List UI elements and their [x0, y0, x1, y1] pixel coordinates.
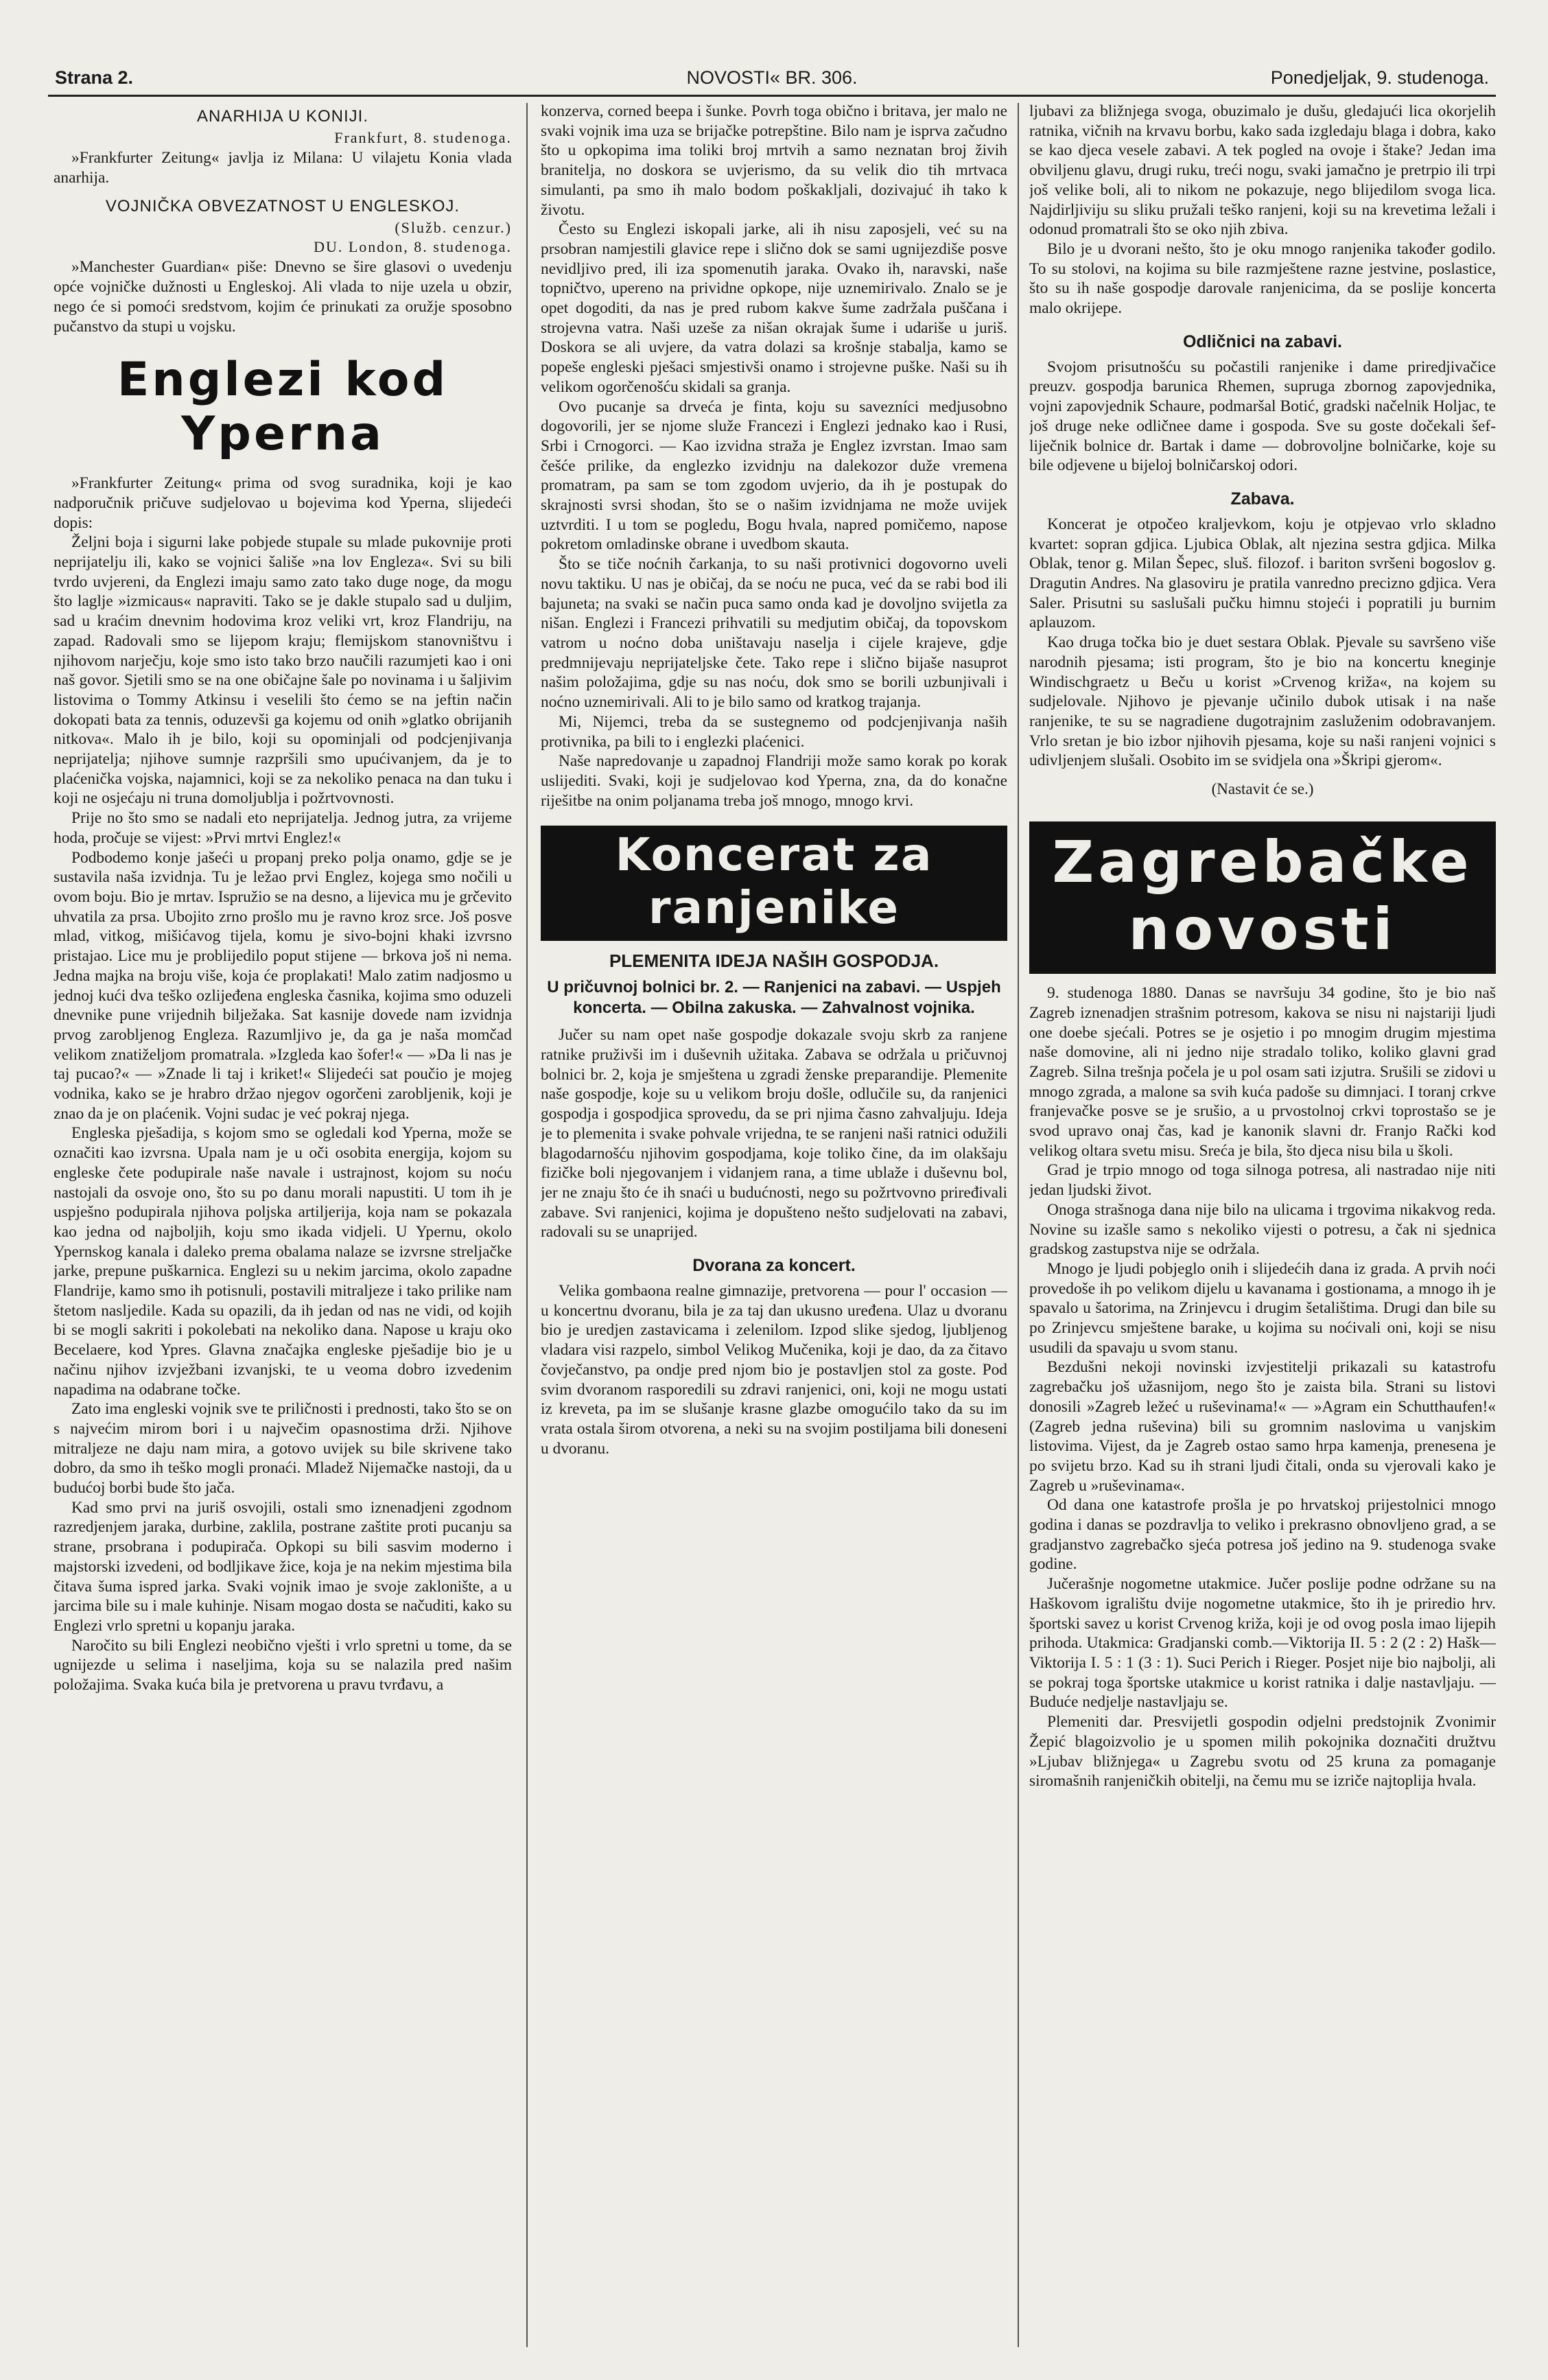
- paragraph: Bezdušni nekoji novinski izvjestitelji prikazali su katastrofu zagrebačku još užasnijom, nego što je zaista bila. Strani su listovi donosili »Zagreb ležeć u ruševinama!« — »Agram ein Schutthaufen!« (Zagreb jedna ruševina) bili su gromnim naslovima u vanjskim listovima. Vijest, da je Zagreb ostao samo hrpa kamenja, prenesena je po svijetu brzo. Kad su ih strani ljudi čitali, onda su vjerovali kako je Zagreb u »ruševinama«.: [1029, 1358, 1496, 1495]
- paragraph: konzerva, corned beepa i šunke. Povrh toga obično i britava, jer malo ne svaki vojnik ima uza se brijačke potrepštine. Bilo nam je isprva začudno što u opkopima ima toliki broj mrtvih a samo neznatan broj živih branitelja, no doskora se uvjerismo, da su velik dio tih mrtvaca simulanti, pa smo ih malo bodom poškakljali, dozivajuć ih tako k životu.: [541, 102, 1007, 219]
- paragraph: Grad je trpio mnogo od toga silnoga potresa, ali nastradao nije niti jedan ljudski život.: [1029, 1161, 1496, 1200]
- source-note: (Služb. cenzur.): [395, 219, 512, 237]
- headline-zagrebacke: Zagrebačke novosti: [1029, 821, 1496, 974]
- masthead: [48, 63, 1496, 97]
- section-heading: Dvorana za koncert.: [692, 1256, 856, 1276]
- column-divider: [1018, 103, 1019, 2347]
- paragraph: Mnogo je ljudi pobjeglo onih i slijedećih dana iz grada. A prvih noći provedoše ih po velikom dijelu u kavanama i gostionama, a mnogo ih je spavalo u šatorima, na Zrinjevcu i drugim šetalištima. Drugi dan bile su po Zrinjevcu smještene barake, u kojima su noćivali oni, koji se nisu usudili da spavaju u svom stanu.: [1029, 1259, 1496, 1357]
- paragraph: Prije no što smo se nadali eto neprijatelja. Jednog jutra, za vrijeme hoda, pročuje se vijest: »Prvi mrtvi Englez!«: [54, 809, 512, 847]
- deck: U pričuvnoj bolnici br. 2. — Ranjenici na zabavi. — Uspjeh koncerta. — Obilna zakuska. — Zahvalnost vojnika.: [547, 978, 1001, 1018]
- paragraph: Onoga strašnoga dana nije bilo na ulicama i trgovima nikakvog reda. Novine su izašle samo s nekoliko vijesti o potresu, a čak ni sjednica gradskog zastupstva nije se održala.: [1029, 1200, 1496, 1259]
- page-number: Strana 2.: [55, 67, 134, 88]
- paragraph: Često su Englezi iskopali jarke, ali ih nisu zaposjeli, već su na prsobran namjestili glavice repe i slično dok se sami ugnijezdiše posve nevidljivo pred, ili iza spomenutih jaraka. Ovako ih, naravski, naše topničtvo, upereno na prividne opkope, nije uznemirivalo. Znalo se je opet dogoditi, da nas je pred rubom kakve šume zadržala puščana i strojevna vatra. Naši uzeše za nišan okrajak šume i udariše u juriš. Doskora se ali uvjere, da vatra dolazi sa krošnje stabalja, kamo se popeše engleski pješaci smjestivši onamo i strojevne puške. Naši su ih velikom ogorčenošću skidali sa granja.: [541, 220, 1007, 396]
- paragraph: Bilo je u dvorani nešto, što je oku mnogo ranjenika također godilo. To su stolovi, na kojima su bile razmještene razne jestvine, poslastice, što su ih naše gospodje darovale ranjenicima, da se poslije koncerta malo okrijepe.: [1029, 240, 1496, 318]
- paragraph: Kad smo prvi na juriš osvojili, ostali smo iznenadjeni zgodnom razredjenjem jaraka, durbine, zaklila, postrane zaštite proti pucanju sa strane, prsobrana i podupirača. Opkopi su bili sasvim moderno i majstorski izvedeni, od bodljikave žice, koja je na nekim mjestima bila čitava šuma ispred jarka. Svaki vojnik imao je svoje zaklonište, a u jarcima bile su i male kuhinje. Nisam mogao dosta se načuditi, kako su Englezi vrlo spretni u kopanju jaraka.: [54, 1498, 512, 1635]
- article-heading: ANARHIJA U KONIJI.: [196, 107, 369, 126]
- paragraph: Podbodemo konje jašeći u propanj preko polja onamo, gdje se je sustavila naša izvidnja. Tu je ležao prvi Englez, kojega smo nočili u ovom boju. Bio je mrtav. Ispružio se na desno, a lijevica mu je grčevito uhvatila za prsa. Ubojito zrno prošlo mu je ravno kroz srce. Još posve mlad, vitkog, mišićavog tijela, komu je sivo-bojni khaki izvrsno pristajao. Lice mu je problijedilo poput stijene — brkova još ni nema. Jedna majka na broju više, koja će proplakati! Malo zatim nadjosmo u jednoj kući dva teško ozlijeđena engleska časnika, kojima smo oduzeli dnevnike pune vrijednih bilježaka. Sat kasnije dovede nam izvidnja prvog zarobljenog Engleza. Razumljivo je, da ga je naša momčad velikom znatiželjom promatrala. »Izgleda kao šofer!« — »Da li nas je taj pucao?« — »Znade li taj i kriket!« Slijedeći sat poučio je mojeg vodnika, kako se je hrabro držao njegov ogorčeni zarobljenik, koji je znao da je on plaćenik. Vojni sudac je već pokraj njega.: [54, 848, 512, 1123]
- article-heading: VOJNIČKA OBVEZATNOST U ENGLESKOJ.: [105, 197, 460, 216]
- dateline: Frankfurt, 8. studenoga.: [334, 129, 512, 146]
- column-3: [1029, 102, 1496, 2359]
- subheading: PLEMENITA IDEJA NAŠIH GOSPODJA.: [609, 950, 939, 972]
- paragraph: Jučerašnje nogometne utakmice. Jučer poslije podne održane su na Haškovom igralištu dvije nogometne utakmice, što ih je priredio hrv. športski savez u korist Crvenog križa, koji je od ovog posla imao lijepih prihoda. Utakmica: Gradjanski comb.—Viktorija II. 5 : 2 (2 : 2) Hašk—Viktorija I. 5 : 1 (3 : 1). Suci Perich i Rieger. Posjet nije bio najbolji, ali se pokraj toga športske utakmice u korist ratnika i dalje nastavljaju. — Buduće nedjelje nastavljaju se.: [1029, 1575, 1496, 1712]
- paragraph: Ovo pucanje sa drveća je finta, koju su savezníci medjusobno dogovorili, jer se njome služe Francezi i Englezi jednako kao i Rusi, Srbi i Crnogorci. — Kao izvidna straža je Englez izvrstan. Imao sam češće prilike, da englezko izvidnju na dalekozor duže vremena promatram, pa sam se tom zgodom uvjerio, da ih je postupak do skrajnosti svrsi shodan, što se o našim izvidnjama ne može uvijek uztvrditi. I u tom se pogledu, Bogu hvala, napred pomičemo, napose pokretom omladinske obrane i uvedbom skauta.: [541, 397, 1007, 554]
- column-divider: [526, 103, 528, 2347]
- section-heading: Odličnici na zabavi.: [1182, 331, 1343, 351]
- headline-englezi: Englezi kod Yperna: [117, 353, 449, 462]
- paragraph: Mi, Nijemci, treba da se sustegnemo od podcjenjivanja naših protivnika, pa bili to i englezki plaćenici.: [541, 712, 1007, 751]
- column-1: [54, 102, 512, 2359]
- paragraph: Engleska pješadija, s kojom smo se ogledali kod Yperna, može se označiti kao izvrsna. Upala nam je u oči osobita energija, kojom su engleske čete podupirale naše navale i ustrajnost, kojom su noću nastojali da osvoje ono, što su po danu morali napustiti. U tom ih je uspješno podupirala njihova poljska artiljerija, koja nam se pokazala kao jedna od najboljih, koju smo ikada vidjeli. U Ypernu, okolo Ypernskog kanala i daleko prema obalama nalaze se izvrsne streljačke jarke, prepune puškarnica. Englezi su u nekim jarcima, okolo zapadne Flandrije, kamo smo ih potisnuli, postavili mitraljeze i tako prilike nam štetom nasljedile. Kada su opazili, da ih jedan od nas ne vidi, od kojih bi se mogli sakriti i pokolebati na nekoliko dana. Napose u kraju oko Becelaere, kod Ypres. Glavna značajka engleske pješadije bio je u načinu njihov izvježbani izvanjski, te u veoma dobro izvedenim napadima na odabrane točke.: [54, 1124, 512, 1399]
- paragraph: Plemeniti dar. Presvijetli gospodin odjelni predstojnik Zvonimir Žepić blagoizvolio je u spomen milih pokojnika doznačiti družtvu »Ljubav bližnjega« u Zagrebu svotu od 25 kruna za pomaganje siromašnih ranjeničkih obitelji, na čemu mu se izriče najtoplija hvala.: [1029, 1713, 1496, 1790]
- paragraph: Jučer su nam opet naše gospodje dokazale svoju skrb za ranjene ratnike pruživši im i duševnih užitaka. Zabava se održala u pričuvnoj bolnici br. 2, koja je smještena u zgradi ženske preparandije. Plemenite naše gospodje, koje su u velikom broju došle, odlučile su, da ranjenici gospodja i gospodjica sprovedu, da se pri njima časno zahvaljuju. Ideja je to plemenita i svake pohvale vrijedna, te se ranjeni naši ratnici odužili blagodarnošću njihovim gospodjama, koje toliko čine, da im olakšaju fizičke boli njegovanjem i vidanjem rana, a time ublaže i duševnu bol, jer ne znaju što će ih snaći u budućnosti, nego su požrtvovno priređivali zabave. Svi ranjenici, kojima je dopušteno nešto sudjelovati na zabavi, radovali su se unaprijed.: [541, 1026, 1007, 1241]
- paragraph: Velika gombaona realne gimnazije, pretvorena — pour l' occasion — u koncertnu dvoranu, bila je za taj dan ukusno uređena. Ulaz u dvoranu bio je uredjen zastavicama i zelenilom. Izpod slike sjedog, ljubljenog vladara visi razpelo, simbol Velikog Mučenika, koji je dao, da za čitavo čovječanstvo, pa ondje pred njom bio je postavljen stol za goste. Pod svim dvoranom rasporedili su zdravi ranjenici, oni, koji ne mogu ustati iz kreveta, pa im se slušanje krasne glazbe omogućilo tako da su im vrata ostala širom otvorena, a neki su na svojim postiljama bili doneseni u dvoranu.: [541, 1282, 1007, 1458]
- paragraph: »Frankfurter Zeitung« prima od svog suradnika, koji je kao nadporučnik pričuve sudjelovao u bojevima kod Yperna, slijedeći dopis:: [54, 474, 512, 532]
- paragraph: Naše napredovanje u zapadnoj Flandriji može samo korak po korak uslijediti. Svaki, koji je sudjelovao kod Yperna, zna, da do konačne riješitbe na onim poljanama treba još mnogo, mnogo krvi.: [541, 752, 1007, 810]
- paragraph: Od dana one katastrofe prošla je po hrvatskoj prijestolnici mnogo godina i danas se pozdravlja to veliko i prekrasno obnovljeno grad, a se gradjanstvo zagrebačko sjeća potresa još jedino na 9. studenoga svake godine.: [1029, 1496, 1496, 1574]
- issue-date: Ponedjeljak, 9. studenoga.: [1270, 67, 1489, 88]
- column-2: [541, 102, 1007, 2359]
- dateline: DU. London, 8. studenoga.: [314, 238, 512, 256]
- paragraph: Što se tiče noćnih čarkanja, to su naši protivnici dogovorno uveli novu taktiku. U nas je običaj, da se noću ne puca, već da se rabi bod ili bajuneta; na svaki se način puca samo onda kad je dovoljno svijetla za nišan. Englezi i Francezi prihvatili su medjutim običaj, da topovskom vatrom u noćno doba uništavaju naselja i cijele krajeve, gdje predmnijevaju neprijateljske čete. Tako repe i slično bijaše nasuprot našim položajima, gdje su nas noću, dok smo se borili uzbunjivali i noćno uznemirivali. Ali to je bilo samo od kratkog trajanja.: [541, 555, 1007, 712]
- paragraph: Svojom prisutnošću su počastili ranjenike i dame priredjivačice preuzv. gospodja barunica Rhemen, supruga zbornog zapovjednika, vojni zapovjednik Schaure, podmaršal Botić, gradski načelnik Holjac, te još druge neke odličnee dame i gospoda. Sve su goste dočekali šef-liječnik bolnice dr. Bartak i dame — dobrovoljne bolničarke, koje su bile odjevene u bijeloj bolničarskoj odori.: [1029, 358, 1496, 475]
- paragraph: Kao druga točka bio je duet sestara Oblak. Pjevale su savršeno više narodnih pjesama; isti program, što je bio na koncertu kneginje Windischgraetz u Beču u korist »Crvenog križa«, na kojem su sudjelovale. Njihovo je pjevanje učinilo dubok utisak i na naše ranjenike, te su se nagradiene dugotrajnim zasluženim odobravanjem. Vrlo sretan je bio izbor njihovih pjesama, koje su naši ranjeni vojnici s udivljenjem slušali. Osobito im se svidjela ona »Škripi gjerom«.: [1029, 633, 1496, 770]
- paragraph: Zato ima engleski vojnik sve te priličnosti i prednosti, tako što se on s najvećim mirom bori i u največim opasnostima drži. Njihove mitraljeze ne daju nam mira, a gotovo uvijek su bile skrivene tako dobro, da smo ih teško mogli pronaći. Mladež Nijemačke nastoji, da u budućoj borbi bude što jača.: [54, 1400, 512, 1497]
- paragraph: ljubavi za bližnjega svoga, obuzimalo je dušu, gledajući lica okorjelih ratnika, vičnih na krvavu borbu, kako sada izgledaju blaga i dobra, kako se kao djeca vesele zabavi. A tek pogled na ovoje i štake? Jedan ima obviljenu glavu, drugi ruku, treći nogu, svaki jamačno je pretrpio ili trpi još velike boli, ali to nikom ne pokazuje, nego blijedilom svoga lica. Najdirljiviju su sliku pružali teško ranjeni, koji su na krevetima ležali i odonud promatrali što se oko njih zbiva.: [1029, 102, 1496, 239]
- paragraph: Željni boja i sigurni lake pobjede stupale su mlade pukovnije proti neprijatelju ili, kako se vojnici šališe »na lov Engleza«. Svi su bili tvrdo uvjereni, da Englezi imaju samo zato tako duge noge, da mogu što laglje »izmicaus« napraviti. Tako se je dakle stupalo sad u duljim, sad u kraćim dnevnim hodovima kroz veliki vrt, kroz Flandriju, na zapad. Radovali smo se lijepom kraju; flemijskom stanovništvu i njihovom narječju, koje smo isto tako brzo naučili razumjeti kao i oni naš govor. Sjetili smo se na one običajne šale po novinama i u šaljivim listovima o Tommy Atkinsu i veselili što ćemo se na jeftin način dokopati bata za tennis, oduzevši ga kojemu od onih »glatko obrijanih nitkova«. Malo ih je bilo, koji su opominjali od podcjenjivanja neprijatelja; njihove sumnje razpršili smo upućivanjem, da je to plaćenička vojska, najamnici, koji se za nekoliko penaca na dan tuku i koji ne osjećaju ni truna domoljublja i požrtvovnosti.: [54, 533, 512, 808]
- paragraph: Koncerat je otpočeo kraljevkom, koju je otpjevao vrlo skladno kvartet: sopran gdjica. Ljubica Oblak, alt njezina sestra gdjica. Milka Oblak, tenor g. Milan Šepec, sluš. filozof. i bariton svršeni bogoslov g. Dragutin Andres. Na glasoviru je pratila vanredno precizno gdjica. Vera Saler. Prisutni su saslušali pučku himnu stojeći i popratili ju burnim aplauzom.: [1029, 515, 1496, 632]
- paragraph: »Manchester Guardian« piše: Dnevno se šire glasovi o uvedenju opće vojničke dužnosti u Engleskoj. Ali vlada to nije uzela u obzir, nego će si pomoći sredstvom, kojim će prinukati za oružje sposobno pučanstvo da stupi u vojsku.: [54, 258, 512, 336]
- paragraph: 9. studenoga 1880. Danas se navršuju 34 godine, što je bio naš Zagreb iznenadjen strašnim potresom, kakova se nisu ni najstariji ljudi one doebe sjećali. Potres se je osjetio i po mnogim drugim mjestima naše domovine, ali ni jedno nije stradalo toliko, koliko glavni grad Zagreb. Silna trešnja počela je u pol osam sati izjutra. Srušili se zidovi u mnogo zgrada, a malone sa svih kuća padoše su dimnjaci. I toranj crkve franjevačke posve se je srušio, a u prvostolnoj crkvi toprostašo se je svod upravo onaj čas, kad je kanonik slavni dr. Franjo Rački kod velikog oltara svetu misu. Sreća je bila, što djeca nisu bila u školi.: [1029, 984, 1496, 1160]
- continued-note: (Nastavit će se.): [1211, 780, 1314, 798]
- paper-title: NOVOSTI« BR. 306.: [686, 67, 858, 88]
- paragraph: »Frankfurter Zeitung« javlja iz Milana: U vilajetu Konia vlada anarhija.: [54, 149, 512, 187]
- section-heading: Zabava.: [1230, 489, 1295, 509]
- paragraph: Naročito su bili Englezi neobično vješti i vrlo spretni u tome, da se ugnijezde u selima i naseljima, koja su se nalazila pred našim položajima. Svaka kuća bila je pretvorena u pravu tvrđavu, a: [54, 1636, 512, 1694]
- headline-koncerat: Koncerat za ranjenike: [541, 826, 1007, 941]
